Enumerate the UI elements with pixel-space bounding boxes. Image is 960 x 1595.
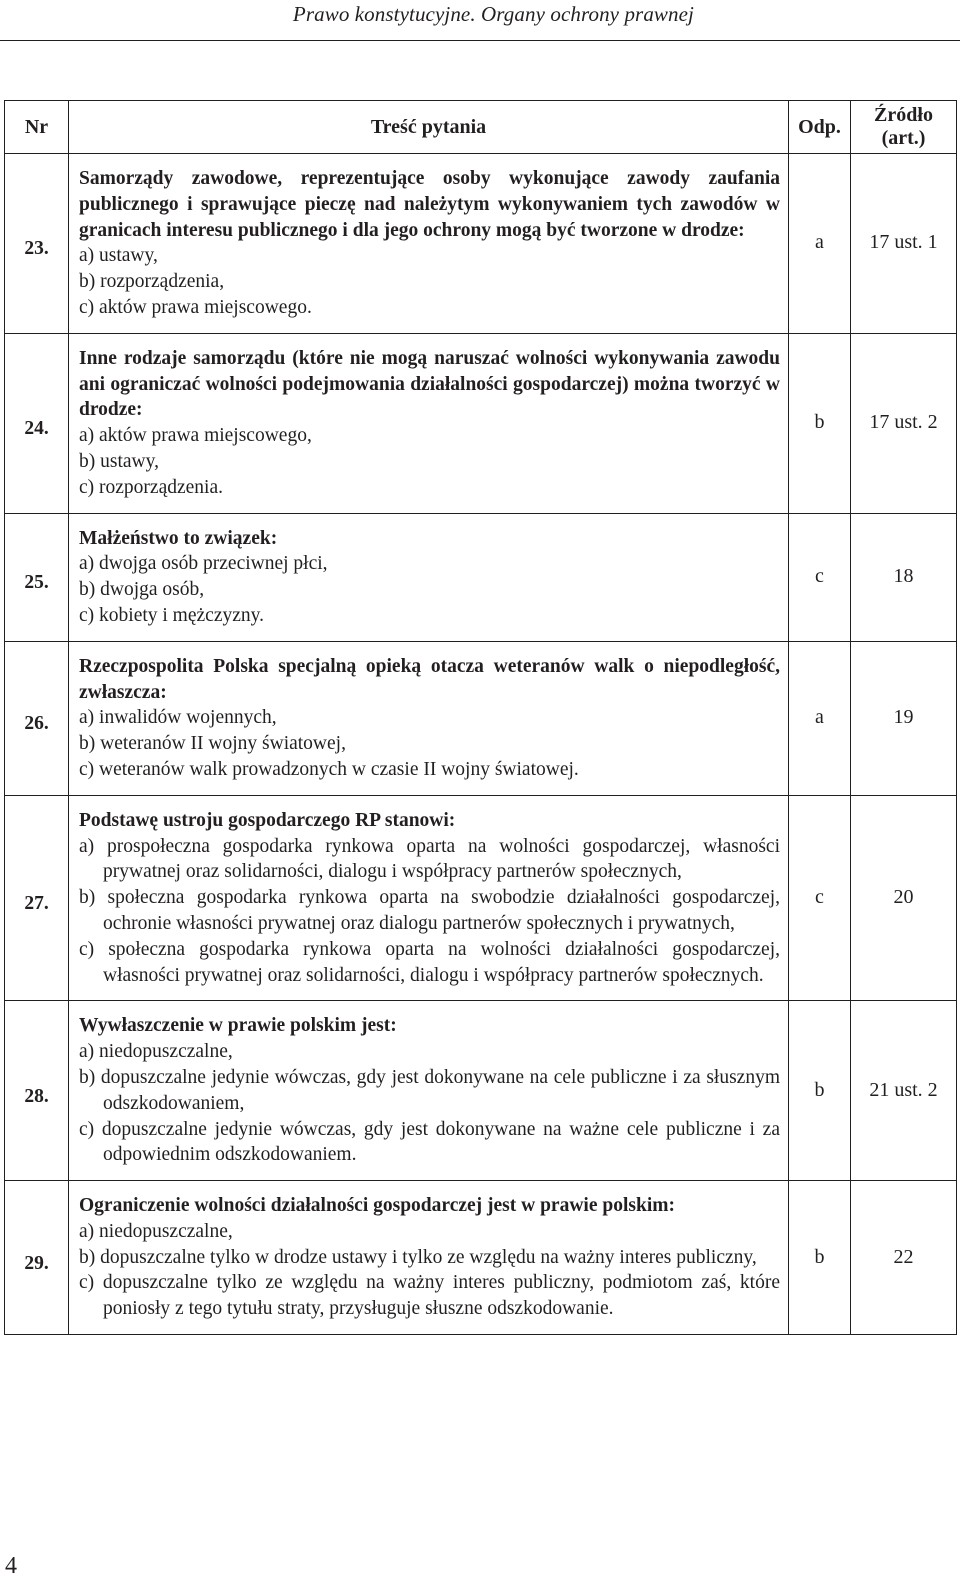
answer-option: a) aktów prawa miejscowego,	[79, 425, 312, 447]
correct-answer: b	[789, 333, 851, 513]
answer-option: b) rozporządzenia,	[79, 271, 225, 293]
header-source	[851, 101, 957, 154]
header-nr: Nr	[5, 101, 69, 154]
answer-option: c) społeczna gospodarka rynkowa oparta na wolności działalności gospodarczej, własności prywatnej oraz solidarności, dialogu i współpracy partnerów społecznych.	[79, 938, 780, 986]
question-stem: Inne rodzaje samorządu (które nie mogą naruszać wolności wykonywania zawodu ani ograniczać wolności podejmowania działalności gospodarczej) można tworzyć w drodze:	[79, 347, 780, 421]
answer-option: b) dopuszczalne jedynie wówczas, gdy jest dokonywane na cele publiczne i za słusznym odszkodowaniem,	[79, 1066, 780, 1114]
source-article: 18	[851, 513, 957, 641]
header-answer: Odp.	[789, 101, 851, 154]
table-row	[5, 333, 957, 513]
answer-option: a) prospołeczna gospodarka rynkowa oparta na wolności gospodarczej, własności prywatnej oraz solidarności, dialogu i współpracy partnerów społecznych,	[79, 835, 780, 883]
page-number: 4	[5, 1553, 17, 1579]
question-number: 27.	[5, 795, 69, 1001]
source-article: 17 ust. 1	[851, 154, 957, 334]
answer-option: b) dopuszczalne tylko w drodze ustawy i tylko ze względu na ważny interes publiczny,	[79, 1246, 757, 1268]
table-row	[5, 1181, 957, 1335]
source-article: 22	[851, 1181, 957, 1335]
table-row	[5, 641, 957, 795]
question-cell	[69, 1181, 789, 1335]
source-article: 20	[851, 795, 957, 1001]
question-number: 28.	[5, 1001, 69, 1181]
question-cell	[69, 795, 789, 1001]
source-article: 19	[851, 641, 957, 795]
header-source-text: Źródło (art.)	[874, 104, 933, 149]
source-article: 21 ust. 2	[851, 1001, 957, 1181]
question-cell	[69, 1001, 789, 1181]
answer-option: c) dopuszczalne tylko ze względu na ważny interes publiczny, podmiotom zaś, które poniosły z tego tytułu straty, przysługuje słuszne odszkodowanie.	[79, 1272, 780, 1320]
question-stem: Ograniczenie wolności działalności gospodarczej jest w prawie polskim:	[79, 1195, 675, 1217]
correct-answer: a	[789, 154, 851, 334]
table-header-row	[5, 101, 957, 154]
table-row	[5, 154, 957, 334]
correct-answer: a	[789, 641, 851, 795]
question-number: 24.	[5, 333, 69, 513]
answer-option: c) kobiety i mężczyzny.	[79, 604, 264, 626]
question-stem: Rzeczpospolita Polska specjalną opieką otacza weteranów walk o niepodległość, zwłaszcza:	[79, 655, 780, 703]
answer-option: b) społeczna gospodarka rynkowa oparta na swobodzie działalności gospodarczej, ochronie własności prywatnej oraz dialogu partnerów społecznych i prywatnych,	[79, 887, 780, 934]
correct-answer: b	[789, 1181, 851, 1335]
answer-option: b) weteranów II wojny światowej,	[79, 733, 346, 755]
table-row	[5, 1001, 957, 1181]
question-number: 29.	[5, 1181, 69, 1335]
answer-option: a) ustawy,	[79, 245, 158, 267]
question-cell	[69, 641, 789, 795]
answer-option: c) rozporządzenia.	[79, 476, 223, 498]
table-body	[5, 154, 957, 1335]
question-stem: Samorządy zawodowe, reprezentujące osoby wykonujące zawody zaufania publicznego i sprawujące pieczę nad należytym wykonywaniem tych zawodów w granicach interesu publicznego i dla jego ochrony mogą być tworzone w drodze:	[79, 168, 780, 241]
source-article: 17 ust. 2	[851, 333, 957, 513]
answer-option: a) dwojga osób przeciwnej płci,	[79, 553, 328, 575]
correct-answer: c	[789, 513, 851, 641]
table-row	[5, 795, 957, 1001]
correct-answer: c	[789, 795, 851, 1001]
running-head-title: Prawo konstytucyjne. Organy ochrony prawnej	[292, 2, 694, 26]
question-cell	[69, 513, 789, 641]
question-stem: Podstawę ustroju gospodarczego RP stanowi:	[79, 809, 456, 831]
question-number: 23.	[5, 154, 69, 334]
question-cell	[69, 333, 789, 513]
question-stem: Małżeństwo to związek:	[79, 527, 278, 549]
answer-option: a) inwalidów wojennych,	[79, 707, 277, 729]
header-question: Treść pytania	[69, 101, 789, 154]
answer-option: c) dopuszczalne jedynie wówczas, gdy jest dokonywane na ważne cele publiczne i za odpowiednim odszkodowaniem.	[79, 1118, 780, 1166]
question-number: 26.	[5, 641, 69, 795]
questions-table	[4, 100, 957, 1335]
answer-option: c) weteranów walk prowadzonych w czasie II wojny światowej.	[79, 758, 579, 780]
question-stem: Wywłaszczenie w prawie polskim jest:	[79, 1015, 397, 1037]
answer-option: c) aktów prawa miejscowego.	[79, 296, 312, 318]
answer-option: b) dwojga osób,	[79, 579, 205, 601]
answer-option: a) niedopuszczalne,	[79, 1041, 233, 1063]
table-row	[5, 513, 957, 641]
answer-option: b) ustawy,	[79, 450, 159, 472]
correct-answer: b	[789, 1001, 851, 1181]
answer-option: a) niedopuszczalne,	[79, 1220, 233, 1242]
question-number: 25.	[5, 513, 69, 641]
running-head	[0, 0, 960, 41]
question-cell	[69, 154, 789, 334]
